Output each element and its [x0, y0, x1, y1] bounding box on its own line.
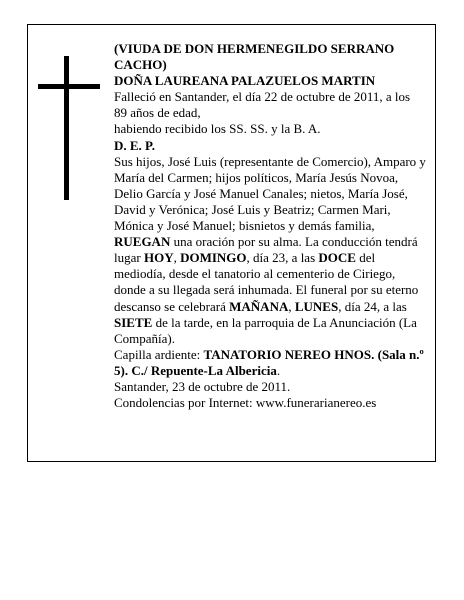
- domingo-word: DOMINGO: [180, 250, 247, 266]
- sacraments-statement: habiendo recibido los SS. SS. y la B. A.: [114, 121, 321, 137]
- doce-word: DOCE: [318, 250, 356, 266]
- request-text-2: ,: [173, 250, 181, 266]
- dep-line: D. E. P.: [114, 137, 156, 153]
- lunes-word: LUNES: [294, 298, 339, 314]
- ceremony-request: [114, 234, 426, 347]
- chapel-end: .: [276, 362, 281, 378]
- cross-icon: [38, 56, 100, 200]
- date-line: Santander, 23 de octubre de 2011.: [114, 378, 291, 394]
- siete-word: SIETE: [114, 314, 153, 330]
- obituary-notice: [27, 24, 436, 462]
- request-text-6: , día 24, a las: [338, 298, 407, 314]
- death-statement: Falleció en Santander, el día 22 de octubre de 2011, a los 89 años de edad,: [114, 89, 411, 121]
- manana-word: MAÑANA: [229, 298, 289, 314]
- request-text-3: , día 23, a las: [246, 250, 319, 266]
- family-list: Sus hijos, José Luis (representante de Comercio), Amparo y María del Carmen; hijos políticos, María Jesús Novoa, Delio García y José Manuel Canales; nietos, María José, David y Verónica; José Luis y Beatriz; Carmen Mari, Mónica y José Manuel; bisnietos y demás familia,: [114, 153, 426, 234]
- widow-line: (VIUDA DE DON HERMENEGILDO SERRANO CACHO): [114, 41, 395, 73]
- ruegan-word: RUEGAN: [114, 234, 171, 250]
- request-text-1: una oración por su alma. La conducción tendrá lugar: [114, 234, 418, 266]
- cross-horizontal-bar: [38, 84, 100, 89]
- condolences-line: Condolencias por Internet: www.funerarianereo.es: [114, 395, 377, 411]
- request-text-7: de la tarde, en la parroquia de La Anunciación (La Compañía).: [114, 314, 417, 346]
- notice-text: [114, 41, 426, 411]
- chapel-name: TANATORIO NEREO HNOS. (Sala n.º 5). C./ Repuente-La Albericia: [114, 346, 424, 378]
- cross-vertical-bar: [64, 56, 69, 200]
- chapel-line: [114, 347, 426, 379]
- chapel-label: Capilla ardiente:: [114, 346, 204, 362]
- request-text-4: del mediodía, desde el tanatorio al cementerio de Ciriego, donde a su llegada será inhumada. El funeral por su eterno descanso se celebrará: [114, 250, 419, 314]
- deceased-name: DOÑA LAUREANA PALAZUELOS MARTIN: [114, 73, 376, 89]
- request-text-5: ,: [288, 298, 295, 314]
- hoy-word: HOY: [143, 250, 174, 266]
